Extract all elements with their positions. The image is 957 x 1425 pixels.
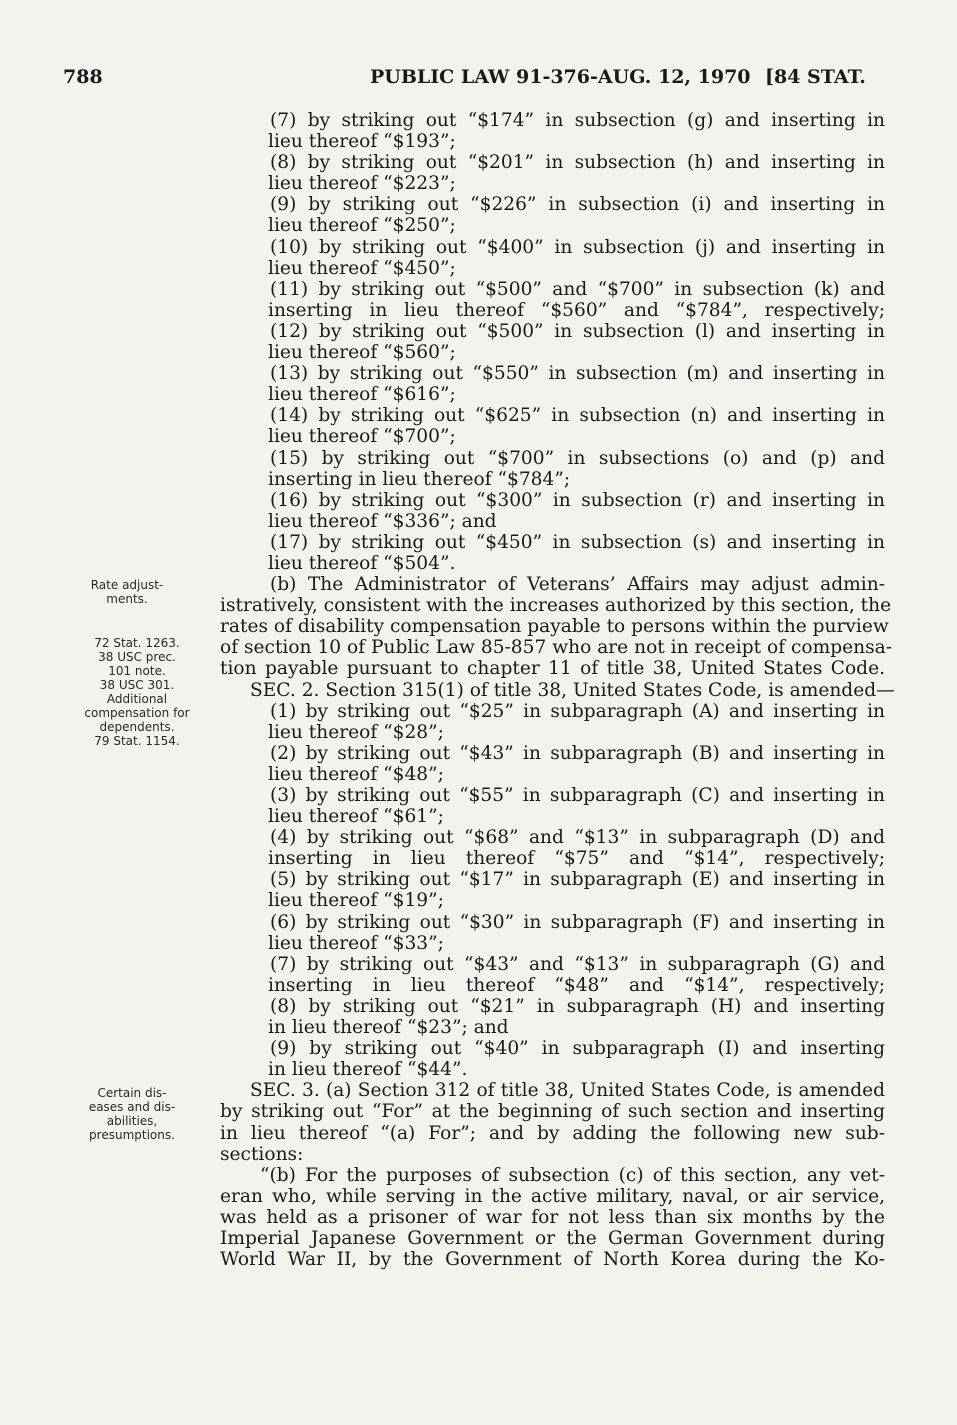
text-line: lieu thereof “$336”; and bbox=[268, 510, 497, 532]
section-heading-line: SEC. 3. (a) Section 312 of title 38, United States Code, is amended bbox=[250, 1080, 885, 1102]
text-line: (8) by striking out “$201” in subsection (h) and inserting in bbox=[270, 152, 885, 174]
text-line: “(b) For the purposes of subsection (c) of this section, any vet- bbox=[260, 1164, 885, 1186]
text-line: lieu thereof “$33”; bbox=[268, 932, 444, 954]
text-line: (9) by striking out “$226” in subsection (i) and inserting in bbox=[270, 194, 885, 216]
margin-note-line: 72 Stat. 1263. bbox=[94, 636, 180, 650]
text-line: rates of disability compensation payable to persons within the purview bbox=[220, 616, 889, 638]
text-line: tion payable pursuant to chapter 11 of title 38, United States Code. bbox=[220, 658, 885, 680]
text-line: (7) by striking out “$174” in subsection (g) and inserting in bbox=[270, 110, 885, 131]
text-line: inserting in lieu thereof “$48” and “$14”, respectively; bbox=[268, 974, 885, 996]
text-line: lieu thereof “$223”; bbox=[268, 173, 456, 195]
text-line: lieu thereof “$19”; bbox=[268, 890, 444, 912]
statute-reference: [84 STAT. bbox=[765, 66, 866, 88]
margin-note-line: ments. bbox=[106, 592, 148, 606]
text-line: inserting in lieu thereof “$75” and “$14”, respectively; bbox=[268, 848, 885, 870]
text-line: (12) by striking out “$500” in subsection (l) and inserting in bbox=[270, 320, 885, 342]
margin-note-line: 79 Stat. 1154. bbox=[94, 734, 180, 748]
margin-note-line: 101 note. bbox=[108, 664, 166, 678]
text-line: (1) by striking out “$25” in subparagraph (A) and inserting in bbox=[270, 700, 885, 722]
text-line: (10) by striking out “$400” in subsection (j) and inserting in bbox=[270, 236, 885, 258]
margin-note-citations bbox=[72, 636, 202, 748]
text-line: (6) by striking out “$30” in subparagraph (F) and inserting in bbox=[270, 911, 885, 933]
text-line: lieu thereof “$450”; bbox=[268, 257, 456, 279]
text-line: Imperial Japanese Government or the German Government during bbox=[220, 1227, 885, 1249]
text-line: of section 10 of Public Law 85-857 who are not in receipt of compensa- bbox=[220, 637, 893, 659]
text-line: inserting in lieu thereof “$784”; bbox=[268, 468, 571, 490]
page-header bbox=[0, 60, 957, 90]
text-line: (13) by striking out “$550” in subsection (m) and inserting in bbox=[270, 363, 885, 385]
text-line: (2) by striking out “$43” in subparagraph (B) and inserting in bbox=[270, 742, 885, 764]
text-line: (17) by striking out “$450” in subsection (s) and inserting in bbox=[270, 531, 885, 553]
text-line: (b) The Administrator of Veterans’ Affairs may adjust admin- bbox=[270, 574, 885, 596]
margin-note-line: compensation for bbox=[84, 706, 190, 720]
margin-note-line: 38 USC prec. bbox=[98, 650, 176, 664]
margin-note-line: abilities, bbox=[106, 1114, 158, 1128]
text-line: (7) by striking out “$43” and “$13” in subparagraph (G) and bbox=[270, 953, 885, 975]
text-line: (14) by striking out “$625” in subsection (n) and inserting in bbox=[270, 405, 885, 427]
margin-note-line: 38 USC 301. bbox=[99, 678, 175, 692]
margin-note-line: eases and dis- bbox=[88, 1100, 176, 1114]
text-line: lieu thereof “$504”. bbox=[268, 552, 456, 574]
text-line: sections: bbox=[220, 1143, 304, 1165]
text-line: lieu thereof “$193”; bbox=[268, 131, 456, 153]
text-line: in lieu thereof “$44”. bbox=[268, 1059, 468, 1081]
section-heading-line: SEC. 2. Section 315(1) of title 38, United States Code, is amended— bbox=[250, 679, 895, 701]
text-line: (5) by striking out “$17” in subparagraph (E) and inserting in bbox=[270, 869, 885, 891]
margin-note-line: Certain dis- bbox=[97, 1086, 167, 1100]
body-text bbox=[220, 110, 895, 1271]
text-line: by striking out “For” at the beginning of such section and inserting bbox=[220, 1101, 885, 1123]
text-line: lieu thereof “$28”; bbox=[268, 721, 444, 743]
margin-note-line: dependents. bbox=[99, 720, 175, 734]
text-line: was held as a prisoner of war for not less than six months by the bbox=[220, 1206, 885, 1228]
text-line: lieu thereof “$560”; bbox=[268, 342, 456, 364]
text-line: inserting in lieu thereof “$560” and “$784”, respectively; bbox=[268, 299, 885, 321]
text-line: lieu thereof “$700”; bbox=[268, 426, 456, 448]
page-number: 788 bbox=[63, 66, 103, 88]
page-title: PUBLIC LAW 91-376-AUG. 12, 1970 bbox=[370, 66, 751, 88]
margin-note-presumptions bbox=[72, 1086, 192, 1142]
text-line: World War II, by the Government of North Korea during the Ko- bbox=[220, 1249, 885, 1271]
text-line: (16) by striking out “$300” in subsection (r) and inserting in bbox=[270, 489, 885, 511]
text-line: lieu thereof “$616”; bbox=[268, 384, 456, 406]
text-line: lieu thereof “$61”; bbox=[268, 806, 444, 828]
text-line: istratively, consistent with the increases authorized by this section, the bbox=[220, 595, 892, 617]
margin-note-line: presumptions. bbox=[89, 1128, 175, 1142]
margin-note-line: Additional bbox=[106, 692, 168, 706]
text-line: lieu thereof “$250”; bbox=[268, 215, 456, 237]
text-line: in lieu thereof “$23”; and bbox=[268, 1017, 509, 1039]
margin-note-rate-adjustments bbox=[72, 578, 182, 606]
text-line: (4) by striking out “$68” and “$13” in subparagraph (D) and bbox=[270, 827, 885, 849]
text-line: (11) by striking out “$500” and “$700” in subsection (k) and bbox=[270, 278, 885, 300]
text-line: in lieu thereof “(a) For”; and by adding the following new sub- bbox=[220, 1122, 885, 1144]
text-line: lieu thereof “$48”; bbox=[268, 763, 444, 785]
text-line: eran who, while serving in the active military, naval, or air service, bbox=[220, 1185, 885, 1207]
margin-note-line: Rate adjust- bbox=[90, 578, 164, 592]
text-line: (3) by striking out “$55” in subparagraph (C) and inserting in bbox=[270, 785, 885, 806]
text-line: (9) by striking out “$40” in subparagraph (I) and inserting bbox=[270, 1038, 885, 1060]
text-line: (15) by striking out “$700” in subsections (o) and (p) and bbox=[270, 447, 885, 469]
text-line: (8) by striking out “$21” in subparagraph (H) and inserting bbox=[270, 995, 885, 1017]
